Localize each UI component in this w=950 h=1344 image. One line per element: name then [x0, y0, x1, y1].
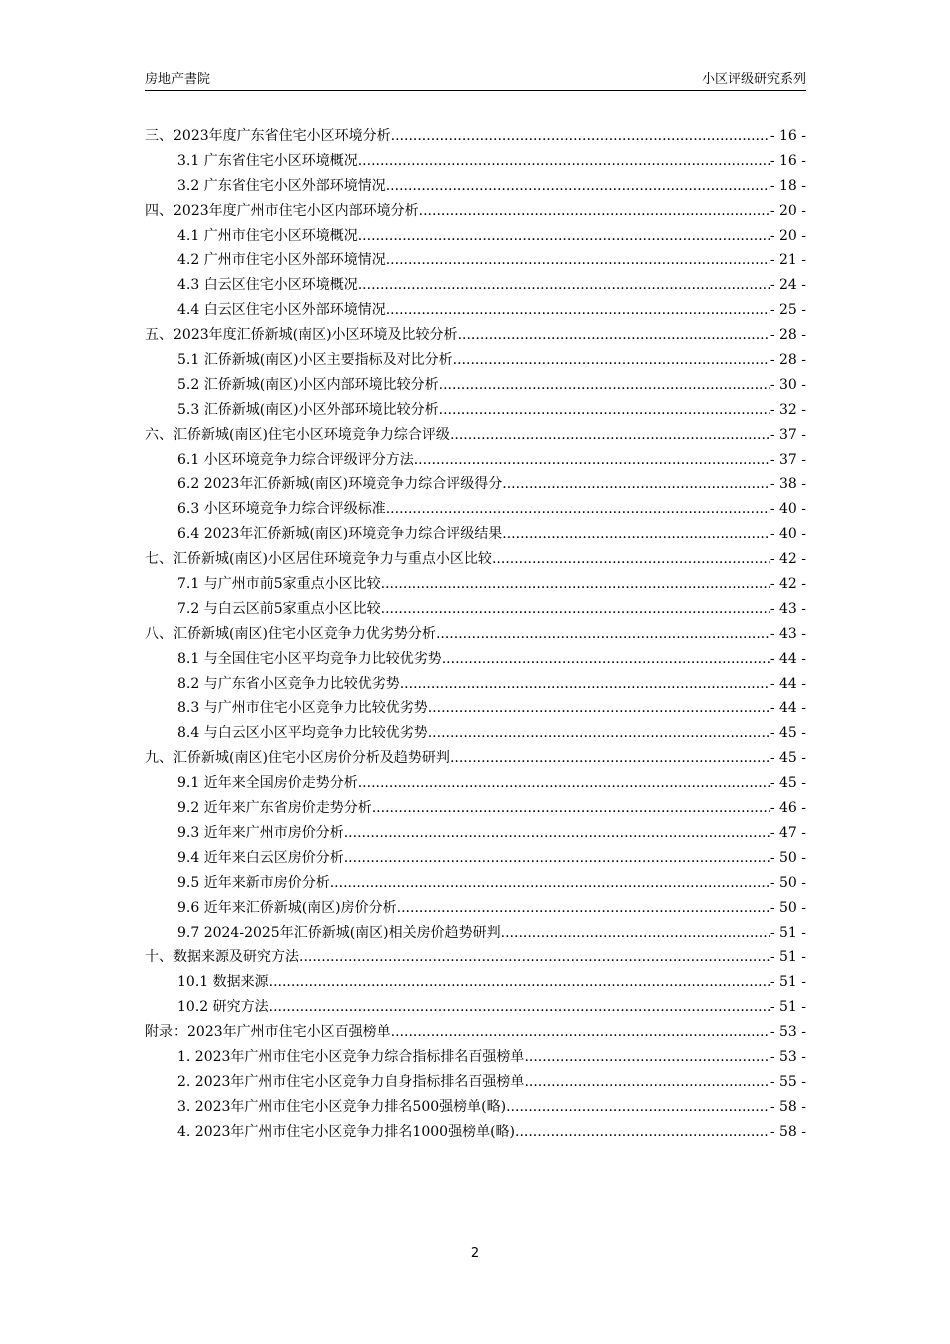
toc-subentry[interactable]: [145, 1120, 806, 1145]
toc-entry[interactable]: [145, 199, 806, 224]
toc-subentry[interactable]: [145, 721, 806, 746]
toc-entry-page: - 53 -: [769, 1024, 806, 1041]
toc-entry-title: 6.1 小区环境竞争力综合评级评分方法: [177, 451, 414, 468]
toc-subentry[interactable]: [145, 248, 806, 273]
toc-leader-dots: [269, 970, 770, 995]
toc-entry-title: 6.4 2023年汇侨新城(南区)环境竞争力综合评级结果: [177, 526, 503, 543]
toc-entry-page: - 25 -: [769, 302, 806, 319]
toc-entry-page: - 42 -: [769, 576, 806, 593]
toc-subentry[interactable]: [145, 871, 806, 896]
toc-subentry[interactable]: [145, 846, 806, 871]
toc-entry-page: - 43 -: [769, 625, 806, 642]
toc-entry-page: - 32 -: [769, 401, 806, 418]
toc-entry-title: 3.2 广东省住宅小区外部环境情况: [177, 177, 386, 194]
toc-subentry[interactable]: [145, 796, 806, 821]
toc-entry-title: 1. 2023年广州市住宅小区竞争力综合指标排名百强榜单: [177, 1048, 525, 1065]
toc-entry[interactable]: [145, 423, 806, 448]
toc-entry-title: 6.3 小区环境竞争力综合评级标准: [177, 501, 386, 518]
toc-entry-title: 六、汇侨新城(南区)住宅小区环境竞争力综合评级: [145, 426, 450, 443]
toc-leader-dots: [400, 672, 770, 697]
toc-leader-dots: [458, 323, 770, 348]
toc-entry[interactable]: [145, 746, 806, 771]
toc-subentry[interactable]: [145, 472, 806, 497]
toc-leader-dots: [381, 597, 770, 622]
header-series-title: 小区评级研究系列: [701, 72, 806, 87]
toc-subentry[interactable]: [145, 522, 806, 547]
toc-leader-dots: [386, 174, 770, 199]
toc-leader-dots: [524, 1070, 769, 1095]
toc-leader-dots: [299, 945, 770, 970]
toc-entry-title: 3. 2023年广州市住宅小区竞争力排名500强榜单(略): [177, 1098, 507, 1115]
toc-entry-title: 5.1 汇侨新城(南区)小区主要指标及对比分析: [177, 352, 453, 369]
toc-entry-page: - 50 -: [769, 849, 806, 866]
toc-subentry[interactable]: [145, 174, 806, 199]
toc-entry-title: 9.3 近年来广州市房价分析: [177, 824, 344, 841]
toc-entry-page: - 43 -: [769, 600, 806, 617]
toc-entry-title: 4.2 广州市住宅小区外部环境情况: [177, 252, 386, 269]
toc-leader-dots: [501, 921, 770, 946]
toc-subentry[interactable]: [145, 597, 806, 622]
toc-subentry[interactable]: [145, 149, 806, 174]
toc-entry-title: 9.7 2024-2025年汇侨新城(南区)相关房价趋势研判: [177, 924, 501, 941]
toc-subentry[interactable]: [145, 896, 806, 921]
toc-entry-title: 八、汇侨新城(南区)住宅小区竞争力优劣势分析: [145, 625, 436, 642]
toc-entry-page: - 38 -: [769, 476, 806, 493]
toc-entry-page: - 16 -: [769, 128, 806, 144]
toc-entry-page: - 28 -: [769, 327, 806, 344]
toc-leader-dots: [386, 248, 770, 273]
toc-entry-title: 9.4 近年来白云区房价分析: [177, 849, 344, 866]
toc-entry-title: 七、汇侨新城(南区)小区居住环境竞争力与重点小区比较: [145, 551, 492, 568]
toc-entry-page: - 44 -: [769, 675, 806, 692]
toc-entry-page: - 21 -: [769, 252, 806, 269]
toc-leader-dots: [386, 298, 770, 323]
toc-entry-title: 9.6 近年来汇侨新城(南区)房价分析: [177, 899, 397, 916]
toc-leader-dots: [344, 821, 770, 846]
toc-entry-page: - 45 -: [769, 725, 806, 742]
toc-subentry[interactable]: [145, 995, 806, 1020]
toc-subentry[interactable]: [145, 647, 806, 672]
toc-leader-dots: [386, 497, 770, 522]
toc-leader-dots: [358, 771, 770, 796]
toc-entry-title: 4.3 白云区住宅小区环境概况: [177, 277, 358, 294]
toc-entry-title: 3.1 广东省住宅小区环境概况: [177, 152, 358, 169]
toc-entry-title: 4.4 白云区住宅小区外部环境情况: [177, 302, 386, 319]
toc-subentry[interactable]: [145, 398, 806, 423]
toc-entry-page: - 40 -: [769, 526, 806, 543]
toc-subentry[interactable]: [145, 448, 806, 473]
table-of-contents: [145, 124, 806, 1145]
toc-entry-title: 四、2023年度广州市住宅小区内部环境分析: [145, 202, 419, 219]
toc-leader-dots: [358, 273, 770, 298]
toc-subentry[interactable]: [145, 298, 806, 323]
toc-subentry[interactable]: [145, 1070, 806, 1095]
toc-entry-page: - 50 -: [769, 899, 806, 916]
toc-leader-dots: [330, 871, 770, 896]
toc-entry-title: 五、2023年度汇侨新城(南区)小区环境及比较分析: [145, 327, 458, 344]
toc-entry-title: 8.1 与全国住宅小区平均竞争力比较优劣势: [177, 650, 442, 667]
toc-entry-title: 8.4 与白云区小区平均竞争力比较优劣势: [177, 725, 428, 742]
toc-leader-dots: [502, 522, 770, 547]
toc-leader-dots: [439, 398, 770, 423]
toc-leader-dots: [442, 647, 770, 672]
toc-leader-dots: [269, 995, 770, 1020]
toc-subentry[interactable]: [145, 1045, 806, 1070]
toc-leader-dots: [344, 846, 770, 871]
toc-subentry[interactable]: [145, 224, 806, 249]
toc-leader-dots: [439, 373, 770, 398]
toc-entry-page: - 46 -: [769, 800, 806, 817]
toc-leader-dots: [414, 448, 770, 473]
toc-leader-dots: [419, 199, 770, 224]
toc-entry-page: - 20 -: [769, 202, 806, 219]
toc-entry-title: 8.2 与广东省小区竞争力比较优劣势: [177, 675, 400, 692]
toc-leader-dots: [453, 348, 770, 373]
toc-entry-page: - 55 -: [769, 1073, 806, 1090]
page-header: [145, 68, 806, 91]
toc-entry-title: 8.3 与广州市住宅小区竞争力比较优劣势: [177, 700, 428, 717]
toc-leader-dots: [450, 423, 770, 448]
toc-entry-title: 2. 2023年广州市住宅小区竞争力自身指标排名百强榜单: [177, 1073, 525, 1090]
toc-leader-dots: [397, 896, 770, 921]
toc-entry-title: 6.2 2023年汇侨新城(南区)环境竞争力综合评级得分: [177, 476, 503, 493]
toc-entry[interactable]: [145, 547, 806, 572]
toc-leader-dots: [506, 1095, 770, 1120]
toc-leader-dots: [515, 1120, 770, 1145]
toc-entry-page: - 58 -: [769, 1098, 806, 1115]
toc-leader-dots: [450, 746, 770, 771]
toc-entry-page: - 45 -: [769, 750, 806, 767]
toc-leader-dots: [381, 572, 770, 597]
toc-entry-page: - 42 -: [769, 551, 806, 568]
toc-entry-page: - 18 -: [769, 177, 806, 194]
toc-entry-title: 5.2 汇侨新城(南区)小区内部环境比较分析: [177, 376, 439, 393]
toc-subentry[interactable]: [145, 497, 806, 522]
toc-subentry[interactable]: [145, 821, 806, 846]
toc-entry-title: 9.2 近年来广东省房价走势分析: [177, 800, 372, 817]
toc-entry-page: - 51 -: [769, 924, 806, 941]
toc-entry-title: 三、2023年度广东省住宅小区环境分析: [145, 128, 391, 144]
toc-leader-dots: [358, 224, 770, 249]
toc-entry-page: - 20 -: [769, 227, 806, 244]
toc-entry-title: 9.5 近年来新市房价分析: [177, 874, 330, 891]
toc-entry[interactable]: [145, 1020, 806, 1045]
toc-leader-dots: [372, 796, 770, 821]
toc-subentry[interactable]: [145, 970, 806, 995]
toc-leader-dots: [502, 472, 770, 497]
toc-entry-page: - 58 -: [769, 1123, 806, 1140]
toc-entry-page: - 51 -: [769, 974, 806, 991]
toc-entry[interactable]: [145, 622, 806, 647]
toc-leader-dots: [428, 721, 770, 746]
toc-subentry[interactable]: [145, 696, 806, 721]
toc-subentry[interactable]: [145, 373, 806, 398]
toc-entry-title: 10.2 研究方法: [177, 999, 269, 1016]
toc-entry-page: - 53 -: [769, 1048, 806, 1065]
toc-entry-title: 7.2 与白云区前5家重点小区比较: [177, 600, 381, 617]
toc-entry-page: - 24 -: [769, 277, 806, 294]
toc-subentry[interactable]: [145, 348, 806, 373]
toc-entry-page: - 37 -: [769, 451, 806, 468]
toc-leader-dots: [391, 1020, 770, 1045]
toc-entry[interactable]: [145, 124, 806, 149]
toc-subentry[interactable]: [145, 672, 806, 697]
toc-entry-title: 附录：2023年广州市住宅小区百强榜单: [145, 1024, 391, 1041]
toc-leader-dots: [492, 547, 770, 572]
toc-entry-title: 4.1 广州市住宅小区环境概况: [177, 227, 358, 244]
header-publisher: 房地产書院: [145, 72, 211, 87]
toc-entry-page: - 45 -: [769, 775, 806, 792]
toc-entry-page: - 50 -: [769, 874, 806, 891]
toc-entry-page: - 28 -: [769, 352, 806, 369]
toc-entry-page: - 37 -: [769, 426, 806, 443]
toc-entry-title: 十、数据来源及研究方法: [145, 949, 299, 966]
toc-leader-dots: [524, 1045, 769, 1070]
toc-entry-page: - 30 -: [769, 376, 806, 393]
toc-entry[interactable]: [145, 945, 806, 970]
toc-subentry[interactable]: [145, 572, 806, 597]
toc-leader-dots: [358, 149, 770, 174]
page-number: 2: [470, 1246, 480, 1261]
toc-entry-page: - 51 -: [769, 949, 806, 966]
toc-entry-page: - 16 -: [769, 152, 806, 169]
toc-entry-page: - 44 -: [769, 650, 806, 667]
toc-subentry[interactable]: [145, 273, 806, 298]
toc-entry-page: - 51 -: [769, 999, 806, 1016]
toc-entry-page: - 44 -: [769, 700, 806, 717]
toc-entry-title: 九、汇侨新城(南区)住宅小区房价分析及趋势研判: [145, 750, 450, 767]
toc-leader-dots: [391, 124, 770, 149]
toc-entry-page: - 40 -: [769, 501, 806, 518]
toc-leader-dots: [428, 696, 770, 721]
toc-entry-title: 10.1 数据来源: [177, 974, 269, 991]
toc-entry-page: - 47 -: [769, 824, 806, 841]
toc-leader-dots: [436, 622, 770, 647]
toc-entry-title: 5.3 汇侨新城(南区)小区外部环境比较分析: [177, 401, 439, 418]
toc-entry-title: 9.1 近年来全国房价走势分析: [177, 775, 358, 792]
toc-subentry[interactable]: [145, 771, 806, 796]
toc-entry-title: 4. 2023年广州市住宅小区竞争力排名1000强榜单(略): [177, 1123, 515, 1140]
toc-entry[interactable]: [145, 323, 806, 348]
toc-entry-title: 7.1 与广州市前5家重点小区比较: [177, 576, 381, 593]
toc-subentry[interactable]: [145, 921, 806, 946]
toc-subentry[interactable]: [145, 1095, 806, 1120]
